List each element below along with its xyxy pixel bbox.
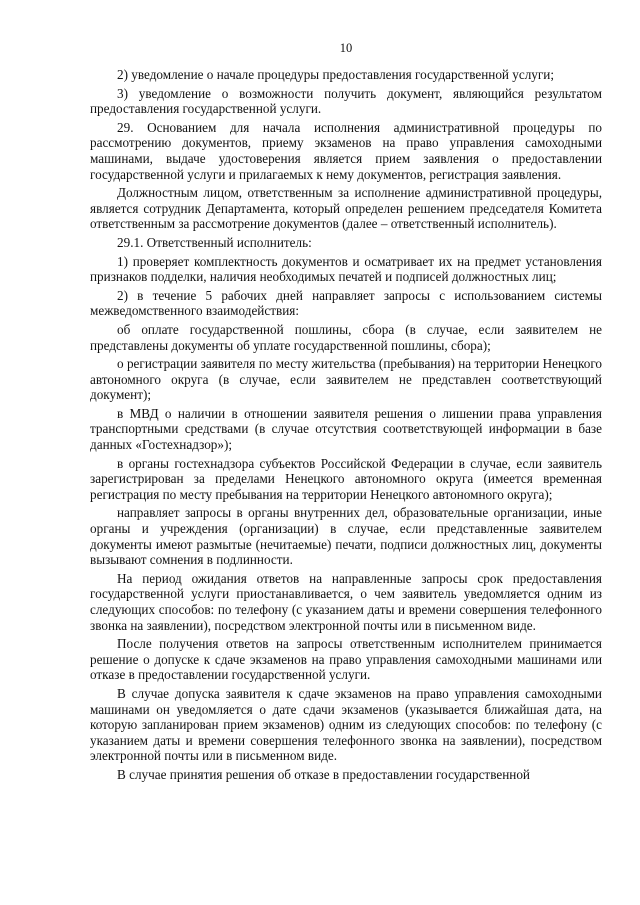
paragraph: в органы гостехнадзора субъектов Российской Федерации в случае, если заявитель зарегистрирован за пределами Ненецкого автономного округа (имеется временная регистрация по месту пребывания на территории Ненецкого автономного округа); [90, 455, 602, 502]
paragraph: Должностным лицом, ответственным за исполнение административной процедуры, является сотрудник Департамента, который определен решением председателя Комитета ответственным за рассмотрение документов (далее – ответственный исполнитель). [90, 185, 602, 232]
paragraph: 1) проверяет комплектность документов и осматривает их на предмет установления признаков подделки, наличия необходимых печатей и подписей должностных лиц; [90, 253, 602, 285]
paragraph: 2) уведомление о начале процедуры предоставления государственной услуги; [117, 67, 555, 82]
paragraph: в МВД о наличии в отношении заявителя решения о лишении права управления транспортными средствами (в случае отсутствия соответствующей информации в базе данных «Гостехнадзор»); [90, 405, 602, 453]
paragraph: В случае принятия решения об отказе в предоставлении государственной [117, 766, 530, 782]
page-number: 10 [339, 41, 353, 55]
paragraph: 29.1. Ответственный исполнитель: [117, 234, 312, 250]
paragraph: 3) уведомление о возможности получить документ, являющийся результатом предоставления государственной услуги. [90, 85, 602, 117]
paragraph: направляет запросы в органы внутренних дел, образовательные организации, иные органы и учреждения (организации) в случае, если представленные заявителем документы имеют размытые (нечитаемые) печати, подписи должностных лиц, документы вызывают сомнения в подлинности. [90, 505, 602, 568]
document-body [90, 67, 602, 783]
paragraph: В случае допуска заявителя к сдаче экзаменов на право управления самоходными машинами он уведомляется о дате сдачи экзаменов (указывается ближайшая дата, на которую запланирован прием экзаменов) одним из следующих способов: по телефону (с указанием даты и времени совершения телефонного звонка на заявлении), посредством электронной почты или в письменном виде. [90, 685, 602, 764]
paragraph: На период ожидания ответов на направленные запросы срок предоставления государственной услуги приостанавливается, о чем заявитель уведомляется одним из следующих способов: по телефону (с указанием даты и времени совершения телефонного звонка на заявлении), посредством электронной почты или в письменном виде. [90, 570, 602, 633]
paragraph: об оплате государственной пошлины, сбора (в случае, если заявителем не представлены документы об уплате государственной пошлины, сбора); [90, 321, 602, 353]
paragraph: 29. Основанием для начала исполнения административной процедуры по рассмотрению документов, приему экзаменов на право управления самоходными машинами, выдаче удостоверения является прием заявления о предоставлении государственной услуги и прилагаемых к нему документов, регистрация заявления. [90, 119, 602, 182]
paragraph: После получения ответов на запросы ответственным исполнителем принимается решение о допуске к сдаче экзаменов на право управления самоходными машинами или отказе в предоставлении государственной услуги. [90, 636, 602, 683]
paragraph: 2) в течение 5 рабочих дней направляет запросы с использованием системы межведомственного взаимодействия: [90, 287, 602, 319]
paragraph: о регистрации заявителя по месту жительства (пребывания) на территории Ненецкого автономного округа (в случае, если заявителем не представлен соответствующий документ); [90, 356, 602, 403]
